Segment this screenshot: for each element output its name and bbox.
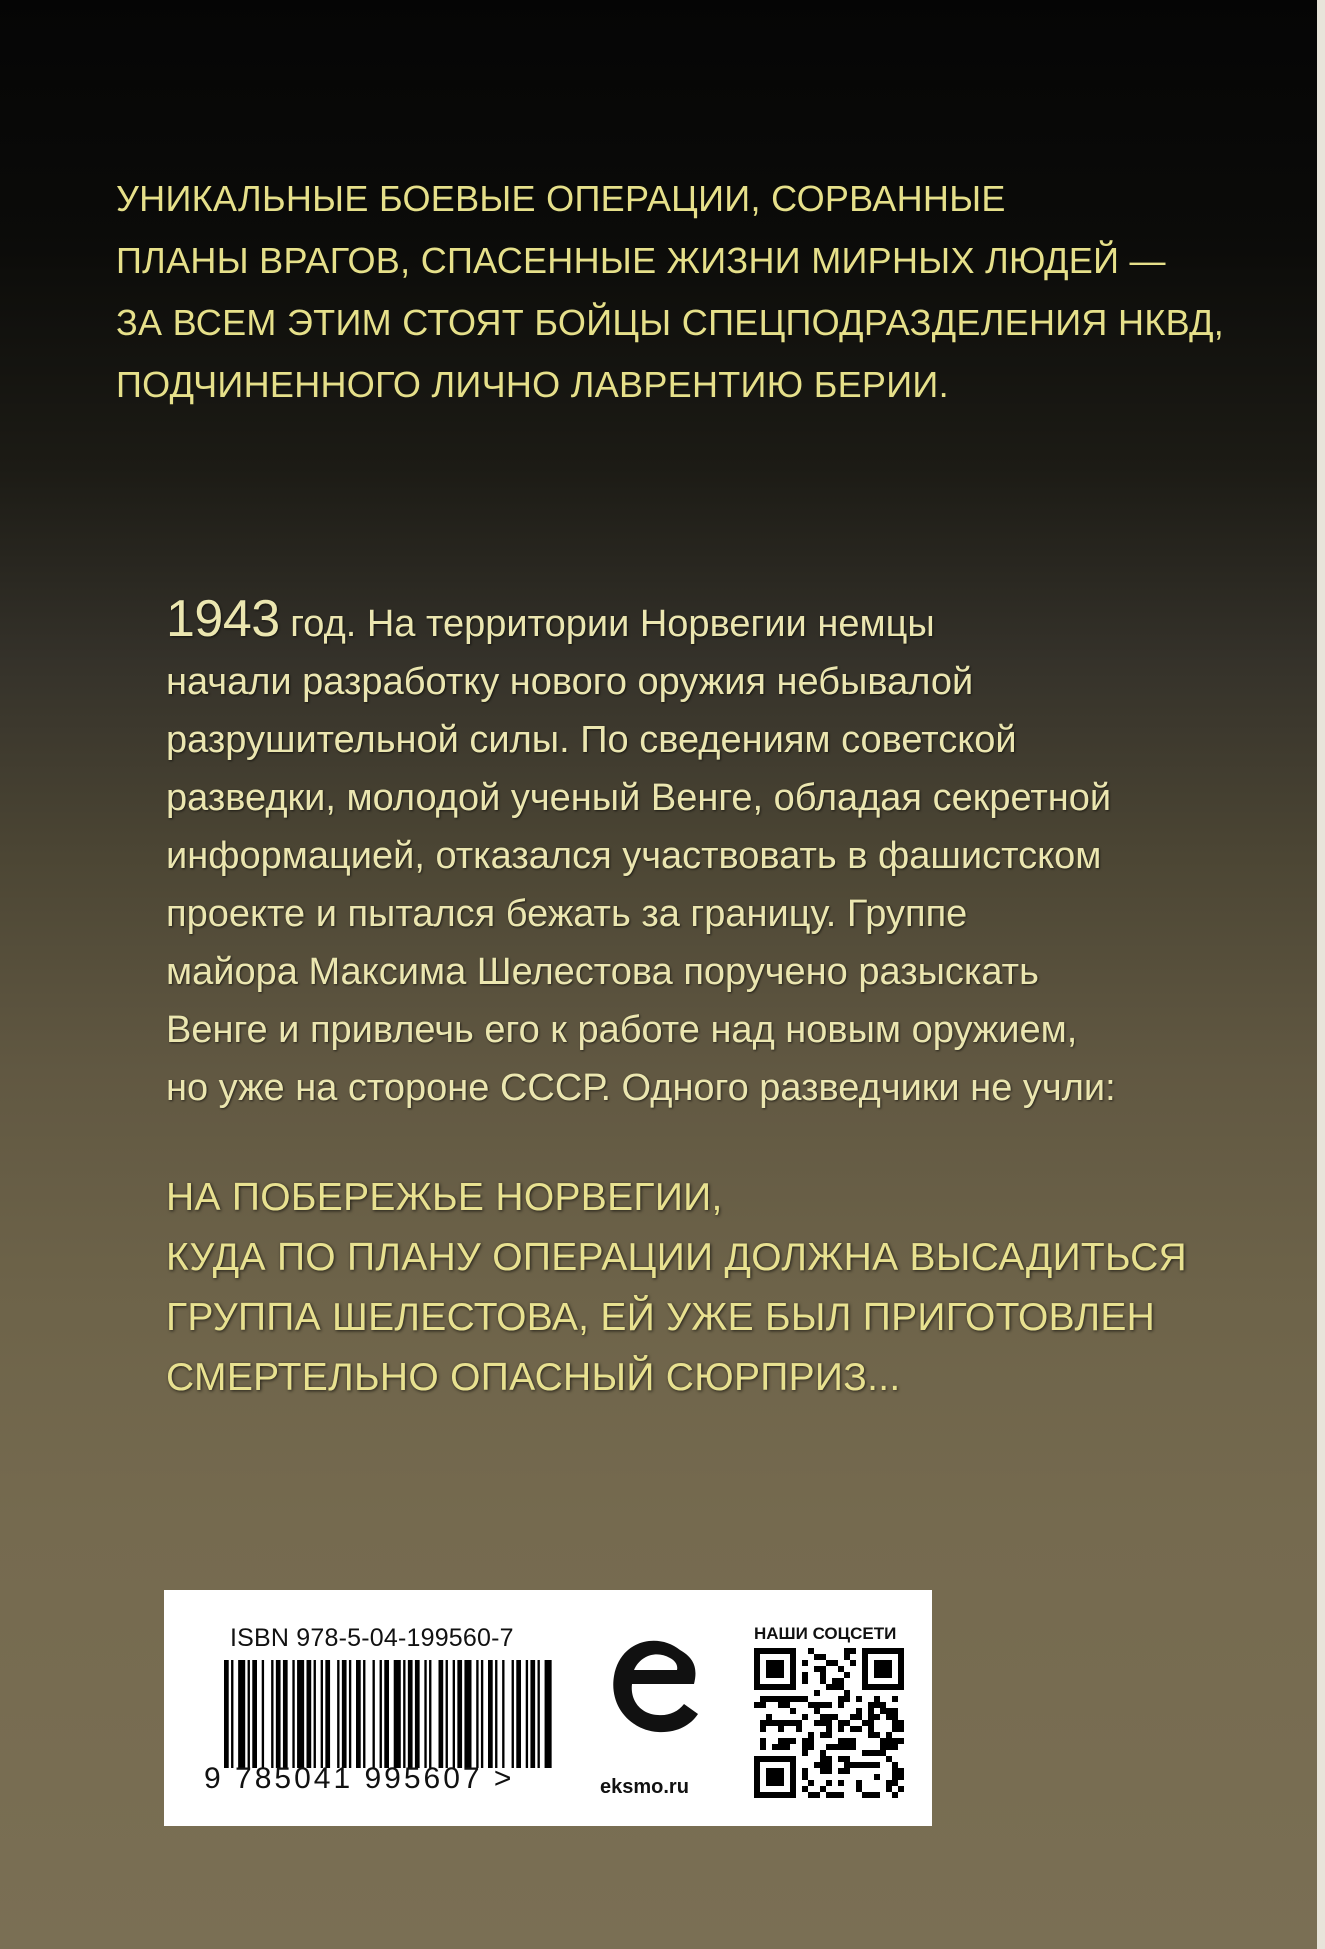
- tagline-block: [116, 168, 1236, 416]
- teaser-block: [166, 1168, 1286, 1408]
- publisher-site: eksmo.ru: [600, 1776, 689, 1798]
- eksmo-logo-icon: [602, 1628, 706, 1768]
- isbn-barcode-icon: [224, 1660, 554, 1768]
- teaser-line: КУДА ПО ПЛАНУ ОПЕРАЦИИ ДОЛЖНА ВЫСАДИТЬСЯ: [166, 1236, 1188, 1279]
- description-line: но уже на стороне СССР. Одного разведчики не учли:: [166, 1067, 1116, 1109]
- teaser-line: НА ПОБЕРЕЖЬЕ НОРВЕГИИ,: [166, 1176, 723, 1219]
- isbn-info-box: [164, 1590, 932, 1826]
- description-line: разведки, молодой ученый Венге, обладая секретной: [166, 777, 1112, 819]
- description-line: начали разработку нового оружия небывалой: [166, 661, 974, 703]
- isbn-label: ISBN 978-5-04-199560-7: [230, 1624, 514, 1652]
- qr-code-icon: [754, 1648, 904, 1798]
- teaser-line: СМЕРТЕЛЬНО ОПАСНЫЙ СЮРПРИЗ...: [166, 1356, 901, 1399]
- tagline-line: УНИКАЛЬНЫЕ БОЕВЫЕ ОПЕРАЦИИ, СОРВАННЫЕ: [116, 178, 1006, 219]
- description-block: [166, 590, 1266, 1117]
- description-line: Венге и привлечь его к работе над новым оружием,: [166, 1009, 1078, 1051]
- teaser-line: ГРУППА ШЕЛЕСТОВА, ЕЙ УЖЕ БЫЛ ПРИГОТОВЛЕН: [166, 1296, 1156, 1339]
- description-year: 1943: [166, 590, 280, 648]
- description-line: проекте и пытался бежать за границу. Группе: [166, 893, 968, 935]
- description-line: разрушительной силы. По сведениям советской: [166, 719, 1017, 761]
- description-line: майора Максима Шелестова поручено разыскать: [166, 951, 1039, 993]
- description-first-line: [166, 590, 1266, 653]
- tagline-line: ПОДЧИНЕННОГО ЛИЧНО ЛАВРЕНТИЮ БЕРИИ.: [116, 364, 949, 405]
- barcode-digits: 9 785041 995607 >: [204, 1762, 515, 1795]
- description-first-line-text: год. На территории Норвегии немцы: [279, 603, 935, 645]
- social-label: НАШИ СОЦСЕТИ: [754, 1624, 897, 1643]
- cover-edge: [1317, 0, 1325, 1949]
- description-line: информацией, отказался участвовать в фашистском: [166, 835, 1102, 877]
- tagline-line: ЗА ВСЕМ ЭТИМ СТОЯТ БОЙЦЫ СПЕЦПОДРАЗДЕЛЕНИЯ НКВД,: [116, 302, 1225, 343]
- tagline-line: ПЛАНЫ ВРАГОВ, СПАСЕННЫЕ ЖИЗНИ МИРНЫХ ЛЮДЕЙ —: [116, 240, 1166, 281]
